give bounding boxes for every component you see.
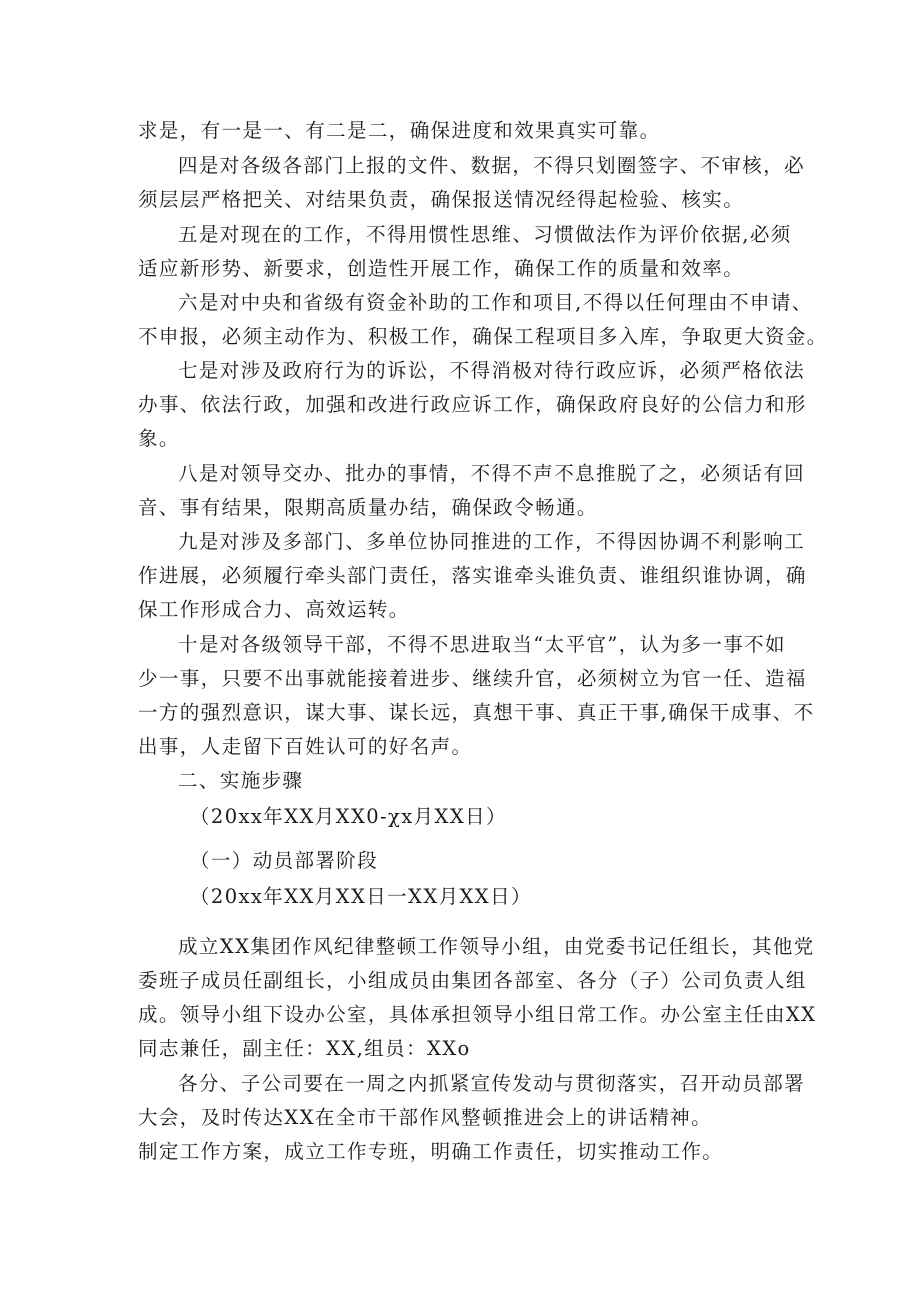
text-line: 须层层严格把关、对结果负责，确保报送情况经得起检验、核实。: [138, 188, 745, 211]
date-range: （20xx年XX月XX0-χx月XX日）: [190, 805, 507, 828]
text-line: 作进展，必须履行牵头部门责任，落实谁牵头谁负责、谁组织谁协调，确: [138, 564, 807, 587]
text-line: 保工作形成合力、高效运转。: [138, 598, 410, 621]
text-line: 出事，人走留下百姓认可的好名声。: [138, 735, 473, 758]
text-line: 六是对中央和省级有资金补助的工作和项目,不得以任何理由不申请、: [178, 291, 813, 314]
text-line: 成立XX集团作风纪律整顿工作领导小组，由党委书记任组长，其他党: [178, 935, 815, 958]
text-line: 五是对现在的工作，不得用惯性思维、习惯做法作为评价依据,必须: [178, 223, 792, 246]
text-line: 大会，及时传达XX在全市干部作风整顿推进会上的讲话精神。: [138, 1106, 712, 1129]
text-line: 九是对涉及多部门、多单位协同推进的工作，不得因协调不利影响工: [178, 530, 806, 553]
text-line: 委班子成员任副组长，小组成员由集团各部室、各分（子）公司负责人组: [138, 969, 807, 992]
section-heading: 二、实施步骤: [178, 769, 304, 792]
text-line: 成。领导小组下设办公室，具体承担领导小组日常工作。办公室主任由XX: [138, 1003, 817, 1026]
text-line: 不申报，必须主动作为、积极工作，确保工程项目多入库，争取更大资金。: [138, 325, 828, 348]
text-line: 制定工作方案，成立工作专班，明确工作责任，切实推动工作。: [138, 1140, 724, 1163]
text-line: 办事、依法行政，加强和改进行政应诉工作，确保政府良好的公信力和形: [138, 393, 807, 416]
text-line: 音、事有结果，限期高质量办结，确保政令畅通。: [138, 496, 598, 519]
text-line: 适应新形势、新要求，创造性开展工作，确保工作的质量和效率。: [138, 257, 745, 280]
text-line: 十是对各级领导干部，不得不思进取当“太平官”，认为多一事不如: [178, 633, 786, 656]
text-line: 求是，有一是一、有二是二，确保进度和效果真实可靠。: [138, 119, 661, 142]
text-line: 七是对涉及政府行为的诉讼，不得消极对待行政应诉，必须严格依法: [178, 359, 806, 382]
subsection-heading: （一）动员部署阶段: [190, 849, 379, 872]
date-range: （20xx年XX月XX日一XX月XX日）: [190, 885, 532, 908]
text-line: 一方的强烈意识，谋大事、谋长远，真想干事、真正干事,确保干成事、不: [138, 701, 815, 724]
text-line: 八是对领导交办、批办的事情，不得不声不息推脱了之，必须话有回: [178, 462, 806, 485]
text-line: 各分、子公司要在一周之内抓紧宣传发动与贯彻落实，召开动员部署: [178, 1072, 806, 1095]
text-line: 象。: [138, 427, 180, 450]
text-line: 四是对各级各部门上报的文件、数据，不得只划圈签字、不审核，必: [178, 154, 806, 177]
text-line: 同志兼任，副主任：XX,组员：XXo: [138, 1037, 471, 1060]
text-line: 少一事，只要不出事就能接着进步、继续升官，必须树立为官一任、造福: [138, 667, 807, 690]
